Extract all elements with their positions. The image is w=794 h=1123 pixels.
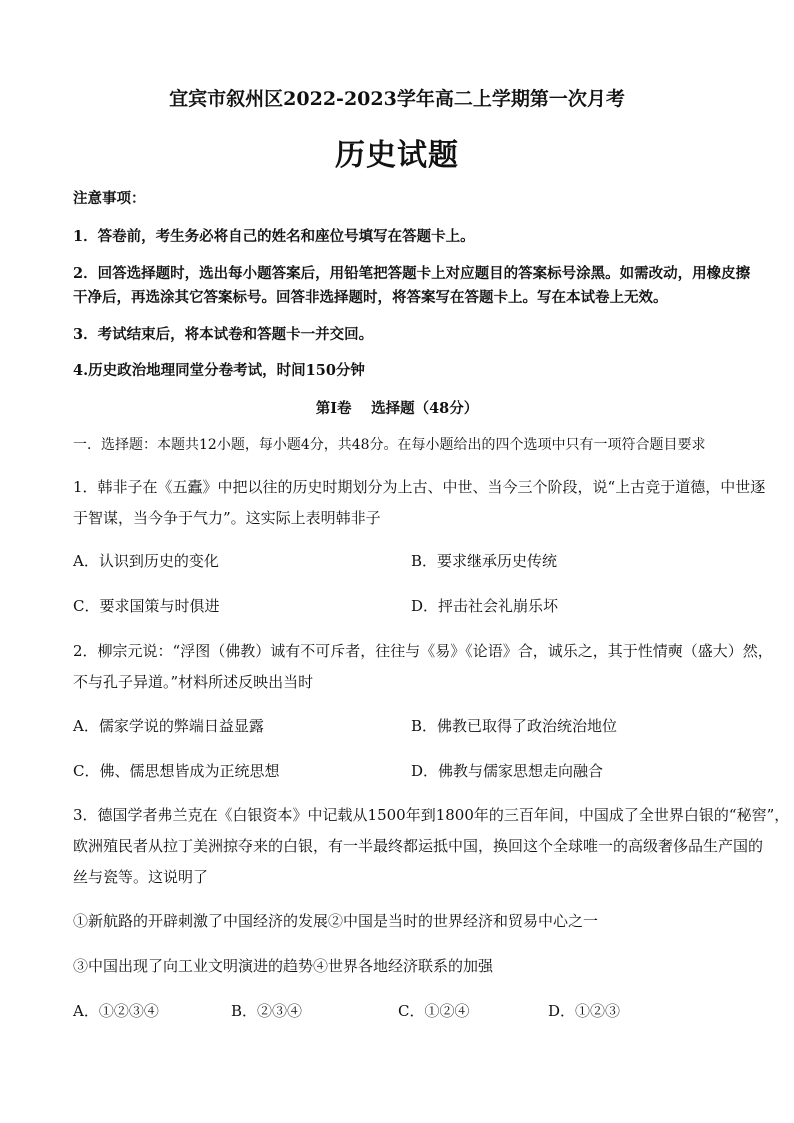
question-1-option-a[interactable]: A．认识到历史的变化 [73,552,219,570]
question-1-stem-line-1: 1．韩非子在《五蠹》中把以往的历史时期划分为上古、中世、当今三个阶段，说“上古竞于道德，中世逐 [73,478,766,496]
notice-item-4: 4.历史政治地理同堂分卷考试，时间150分钟 [73,362,365,379]
question-2-option-a[interactable]: A．儒家学说的弊端日益显露 [73,717,264,735]
question-3-statements-3-4: ③中国出现了向工业文明演进的趋势④世界各地经济联系的加强 [73,957,494,975]
question-2-option-b[interactable]: B．佛教已取得了政治统治地位 [411,717,618,735]
question-3-stem-line-1: 3．德国学者弗兰克在《白银资本》中记载从1500年到1800年的三百年间，中国成了全世界白银的“秘窖”， [73,806,790,824]
question-2-stem-line-1: 2．柳宗元说：“浮图（佛教）诚有不可斥者，往往与《易》《论语》合，诚乐之，其于性情奭（盛大）然， [73,642,773,660]
notice-item-2-line-1: 2．回答选择题时，选出每小题答案后，用铅笔把答题卡上对应题目的答案标号涂黑。如需改动，用橡皮擦 [73,265,751,282]
question-3-statements-1-2: ①新航路的开辟刺激了中国经济的发展②中国是当时的世界经济和贸易中心之一 [73,912,599,930]
notice-item-1: 1．答卷前，考生务必将自己的姓名和座位号填写在答题卡上。 [73,228,475,245]
question-1-option-b[interactable]: B．要求继承历史传统 [411,552,558,570]
question-2-option-c[interactable]: C．佛、儒思想皆成为正统思想 [73,762,280,780]
section-title: 第Ⅰ卷 选择题（48分） [315,400,479,417]
question-3-option-c[interactable]: C．①②④ [398,1002,470,1020]
question-3-stem-line-2: 欧洲殖民者从拉丁美洲掠夺来的白银，有一半最终都运抵中国，换回这个全球唯一的高级奢侈品生产国的 [73,837,764,855]
notice-heading: 注意事项： [73,190,146,207]
exam-title: 宜宾市叙州区2022-2023学年高二上学期第一次月考 [169,88,625,110]
notice-item-2-line-2: 干净后，再选涂其它答案标号。回答非选择题时，将答案写在答题卡上。写在本试卷上无效。 [73,289,668,306]
question-3-option-d[interactable]: D．①②③ [548,1002,621,1020]
question-3-option-b[interactable]: B．②③④ [231,1002,303,1020]
subject-title: 历史试题 [335,138,459,173]
notice-item-3: 3．考试结束后，将本试卷和答题卡一并交回。 [73,326,374,343]
question-1-stem-line-2: 于智谋，当今争于气力”。这实际上表明韩非子 [73,509,381,527]
question-2-option-d[interactable]: D．佛教与儒家思想走向融合 [411,762,604,780]
question-2-stem-line-2: 不与孔子异道。”材料所述反映出当时 [73,673,314,691]
question-3-stem-line-3: 丝与瓷等。这说明了 [73,868,209,886]
section-instructions: 一．选择题：本题共12小题，每小题4分，共48分。在每小题给出的四个选项中只有一项符合题目要求 [73,437,706,453]
question-1-option-c[interactable]: C．要求国策与时俱进 [73,597,220,615]
question-3-option-a[interactable]: A．①②③④ [73,1002,159,1020]
question-1-option-d[interactable]: D．抨击社会礼崩乐坏 [411,597,559,615]
